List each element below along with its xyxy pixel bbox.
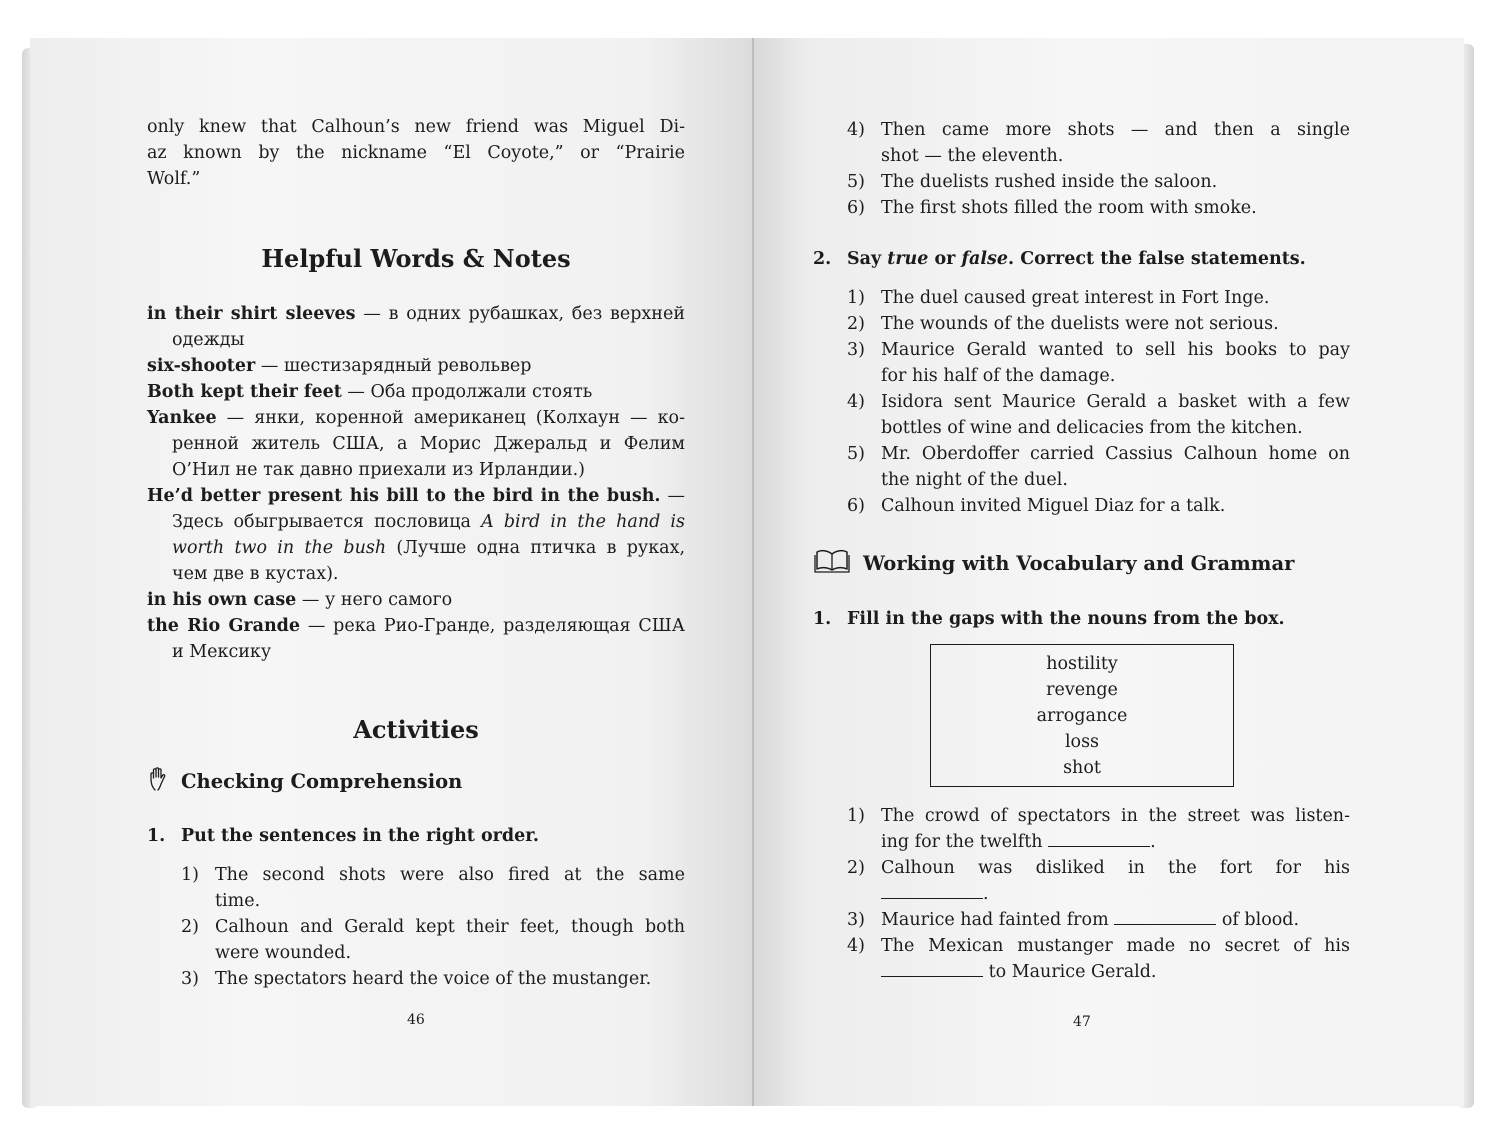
note-def: Оба продолжали стоять <box>370 382 593 402</box>
task2-item-text: Mr. Oberdoffer carried Cassius Calhoun home on <box>881 444 1350 464</box>
note-rio-grande <box>147 613 685 639</box>
note-sep: — <box>255 356 284 376</box>
raised-hand-icon <box>147 766 173 792</box>
task2-instruction <box>847 246 1306 272</box>
task1-item-num: 4) <box>847 120 865 140</box>
note-def: шестизарядный револьвер <box>283 356 532 376</box>
answer-blank[interactable] <box>1114 924 1216 925</box>
intro-line-1: only knew that Calhoun’s new friend was Miguel Di- <box>147 117 685 137</box>
gap-text: . <box>983 884 989 904</box>
gap-item-text <box>881 907 1299 933</box>
task1-item-num: 6) <box>847 198 865 218</box>
task2-item-num: 2) <box>847 314 865 334</box>
task2-item-text: Calhoun invited Miguel Diaz for a talk. <box>881 496 1226 516</box>
task2-text: Say <box>847 249 888 269</box>
note-bird-in-bush <box>147 483 685 509</box>
note-kept-feet <box>147 379 592 405</box>
task1-item-text: The duelists rushed inside the saloon. <box>881 172 1218 192</box>
left-page <box>30 38 752 1106</box>
note-sep: — <box>341 382 371 402</box>
note-term: Both kept their feet <box>147 382 342 402</box>
gap-text: ing for the twelfth <box>881 832 1049 852</box>
task1-item-num: 2) <box>181 917 199 937</box>
note-def: у него самого <box>324 590 453 610</box>
note-term: the Rio Grande <box>147 616 301 636</box>
intro-line-2: az known by the nickname “El Coyote,” or “Prairie <box>147 143 685 163</box>
note-text: Здесь обыгрывается пословица <box>172 512 482 532</box>
note-term: in his own case <box>147 590 297 610</box>
task1-item-num: 3) <box>181 969 199 989</box>
note-bird-line-3 <box>172 535 685 561</box>
note-term: in their shirt sleeves <box>147 304 356 324</box>
note-sep: — <box>355 304 389 324</box>
box-word: revenge <box>1046 680 1118 700</box>
open-book-icon <box>814 549 850 573</box>
box-word: hostility <box>1046 654 1118 674</box>
task2-item-text: Isidora sent Maurice Gerald a basket with a few <box>881 392 1350 412</box>
note-yankee-cont: ренной житель США, а Морис Джеральд и Фелим <box>172 434 685 454</box>
note-text: (Лучше одна птичка в руках, <box>386 538 686 558</box>
task2-false: false <box>961 249 1009 269</box>
gap-text: of blood. <box>1216 910 1300 930</box>
task1-instruction: Put the sentences in the right order. <box>181 826 539 846</box>
note-shirt-sleeves <box>147 301 685 327</box>
task1-item-num: 1) <box>181 865 199 885</box>
gap-item-text: The Mexican mustanger made no secret of his <box>881 936 1350 956</box>
answer-blank[interactable] <box>881 976 983 977</box>
note-yankee-cont2: О’Нил не так давно приехали из Ирландии.) <box>172 460 586 480</box>
gap-text: . <box>1150 832 1156 852</box>
task2-item-num: 4) <box>847 392 865 412</box>
task1-number: 1. <box>147 826 166 846</box>
gap-text: Maurice had fainted from <box>881 910 1115 930</box>
notes-heading: Helpful Words & Notes <box>261 244 571 273</box>
task1-item-text: The second shots were also fired at the same <box>215 865 685 885</box>
task2-item-text-cont: for his half of the damage. <box>881 366 1116 386</box>
task2-text: . Correct the false statements. <box>1008 249 1306 269</box>
task2-item-num: 6) <box>847 496 865 516</box>
vocab-grammar-heading: Working with Vocabulary and Grammar <box>863 552 1295 575</box>
gap-text: to Maurice Gerald. <box>983 962 1157 982</box>
task1-item-text-cont: time. <box>215 891 261 911</box>
task3-instruction: Fill in the gaps with the nouns from the box. <box>847 609 1285 629</box>
gap-item-text-cont <box>881 829 1156 855</box>
task1-item-text: The spectators heard the voice of the mustanger. <box>215 969 652 989</box>
gap-item-text-cont <box>881 881 989 907</box>
note-sep: — <box>296 590 325 610</box>
gap-item-text: Calhoun was disliked in the fort for his <box>881 858 1350 878</box>
note-def: в одних рубашках, без верхней <box>388 304 685 324</box>
task1-item-text: The first shots filled the room with smoke. <box>881 198 1257 218</box>
note-rio-grande-cont: и Мексику <box>172 642 272 662</box>
note-six-shooter <box>147 353 531 379</box>
gap-item-text-cont <box>881 959 1157 985</box>
proverb-text: A bird in the hand is <box>481 512 686 532</box>
note-yankee <box>147 405 685 431</box>
gap-item-text: The crowd of spectators in the street was listen- <box>881 806 1350 826</box>
task2-item-text: The duel caused great interest in Fort Inge. <box>881 288 1270 308</box>
task2-item-num: 1) <box>847 288 865 308</box>
box-word: loss <box>1064 732 1100 752</box>
note-bird-line-4: чем две в кустах). <box>172 564 339 584</box>
note-sep: — <box>216 408 255 428</box>
task1-item-text: Then came more shots — and then a single <box>881 120 1350 140</box>
page-number-left: 46 <box>407 1012 425 1028</box>
task2-item-num: 5) <box>847 444 865 464</box>
answer-blank[interactable] <box>1048 846 1150 847</box>
note-sep: — <box>300 616 334 636</box>
task1-item-num: 5) <box>847 172 865 192</box>
note-shirt-sleeves-cont: одежды <box>172 330 245 350</box>
task2-item-text: The wounds of the duelists were not serious. <box>881 314 1279 334</box>
note-bird-line-2 <box>172 509 685 535</box>
note-def: янки, коренной американец (Колхаун — ко- <box>254 408 685 428</box>
answer-blank[interactable] <box>881 898 983 899</box>
task2-item-num: 3) <box>847 340 865 360</box>
page-number-right: 47 <box>1073 1014 1091 1030</box>
proverb-text: worth two in the bush <box>172 538 387 558</box>
task2-number: 2. <box>813 249 832 269</box>
task1-item-text: Calhoun and Gerald kept their feet, though both <box>215 917 685 937</box>
note-sep: — <box>660 486 685 506</box>
box-word: arrogance <box>1036 706 1128 726</box>
task2-item-text-cont: the night of the duel. <box>881 470 1068 490</box>
gap-item-num: 3) <box>847 910 865 930</box>
activities-heading: Activities <box>353 715 479 744</box>
note-term: Yankee <box>147 408 217 428</box>
task1-item-text-cont: shot — the eleventh. <box>881 146 1064 166</box>
task2-true: true <box>887 249 929 269</box>
task2-item-text: Maurice Gerald wanted to sell his books to pay <box>881 340 1350 360</box>
note-def: река Рио-Гранде, разделяющая США <box>333 616 685 636</box>
gap-item-num: 4) <box>847 936 865 956</box>
word-box <box>930 644 1234 787</box>
note-term: He’d better present his bill to the bird in the bush. <box>147 486 661 506</box>
note-term: six-shooter <box>147 356 256 376</box>
note-own-case <box>147 587 452 613</box>
gap-item-num: 2) <box>847 858 865 878</box>
gap-item-num: 1) <box>847 806 865 826</box>
task2-item-text-cont: bottles of wine and delicacies from the kitchen. <box>881 418 1303 438</box>
task1-item-text-cont: were wounded. <box>215 943 352 963</box>
box-word: shot <box>1063 758 1101 778</box>
intro-line-3: Wolf.” <box>147 169 201 189</box>
task3-number: 1. <box>813 609 832 629</box>
task2-text: or <box>928 249 962 269</box>
checking-comprehension-heading: Checking Comprehension <box>181 770 463 793</box>
